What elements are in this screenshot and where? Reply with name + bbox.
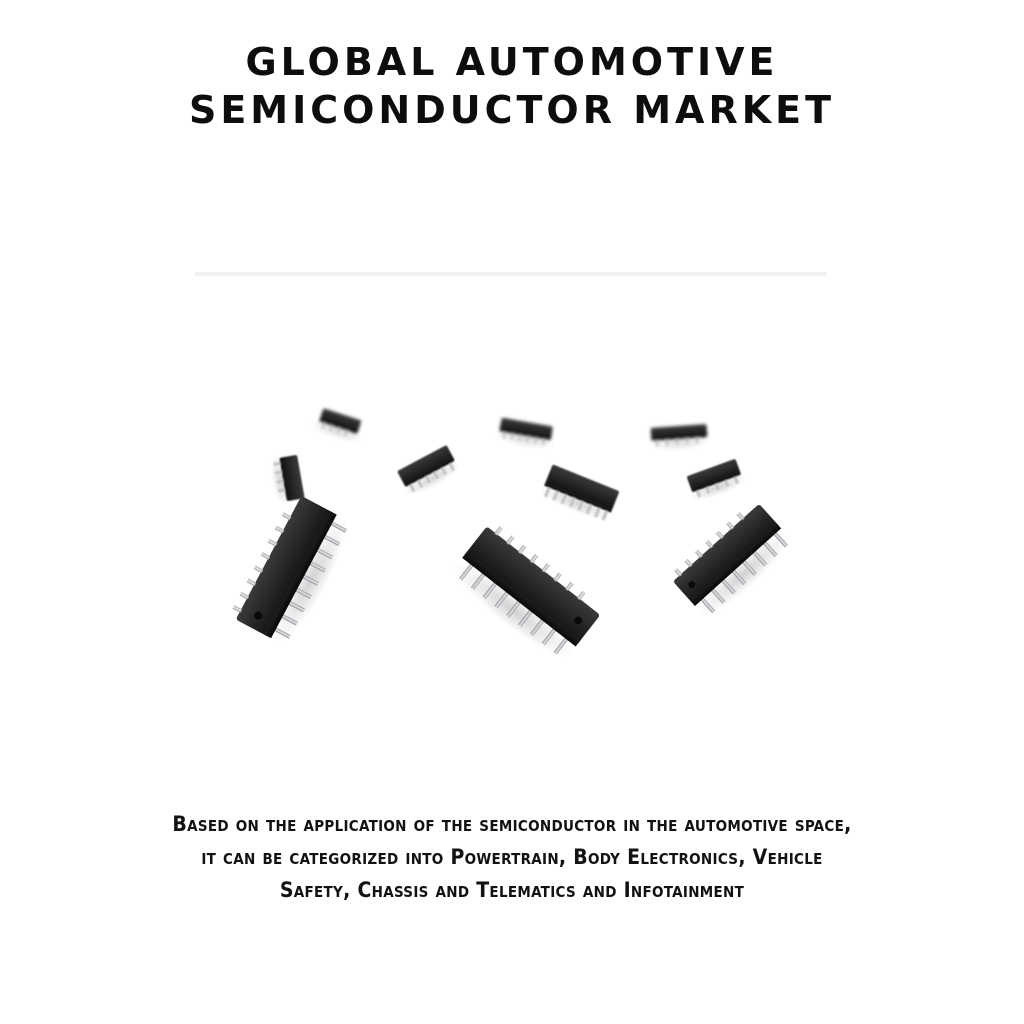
title-line-1: GLOBAL AUTOMOTIVE — [245, 40, 779, 84]
chip-mid-3 — [537, 464, 621, 526]
page-title — [0, 38, 1024, 134]
chip-mid-1 — [268, 451, 306, 507]
title-line-2: SEMICONDUCTOR MARKET — [188, 88, 836, 132]
chip-back-1 — [310, 406, 367, 446]
chip-front-left — [229, 492, 358, 649]
chip-back-2 — [494, 417, 557, 452]
chip-mid-4 — [683, 457, 749, 505]
chip-front-right — [667, 497, 798, 624]
description-caption — [40, 808, 984, 907]
chips-photo — [190, 270, 840, 710]
caption-line-2: it can be categorized into Powertrain, Body Electronics, Vehicle — [201, 845, 823, 869]
caption-line-3: Safety, Chassis and Telematics and Infotainment — [279, 878, 745, 902]
chip-mid-2 — [394, 443, 465, 500]
chip-back-3 — [649, 424, 711, 452]
caption-line-1: Based on the application of the semiconductor in the automotive space, — [172, 812, 852, 836]
chip-front-center — [445, 519, 607, 668]
